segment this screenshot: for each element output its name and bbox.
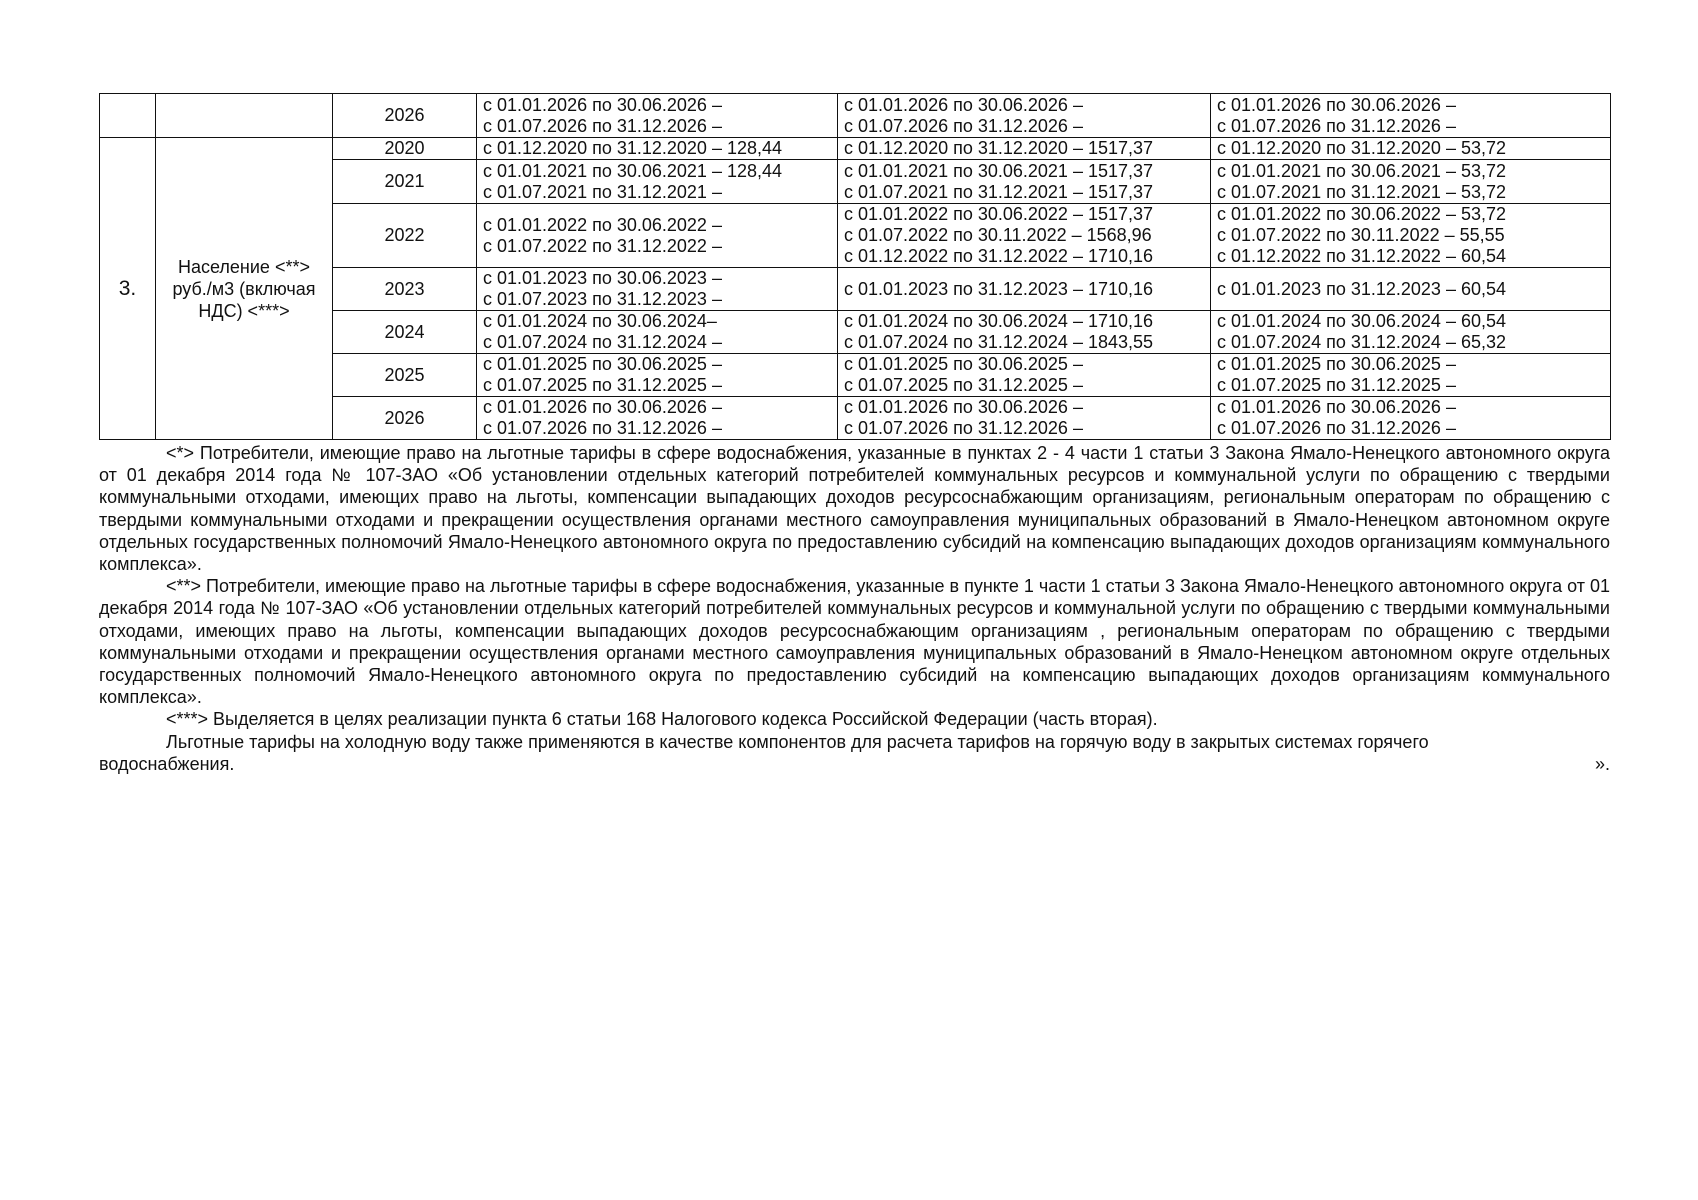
year-cell: 2021	[333, 160, 477, 204]
tariff-period-line: с 01.01.2025 по 30.06.2025 –	[1217, 354, 1456, 374]
footnote-1: <*> Потребители, имеющие право на льготные тарифы в сфере водоснабжения, указанные в пунктах 2 - 4 части 1 статьи 3 Закона Ямало-Ненецкого автономного округа от 01 декабря 2014 года № 107-ЗАО «Об установлении отдельных категорий потребителей коммунальных ресурсов и коммунальной услуги по обращению с твердыми коммунальными отходами, имеющих право на льготы, компенсации выпадающих доходов ресурсоснабжающим организациям, региональным операторам по обращению с твердыми коммунальными отходами и прекращении осуществления органами местного самоуправления муниципальных образований в Ямало-Ненецком автономном округе отдельных государственных полномочий Ямало-Ненецкого автономного округа по предоставлению субсидий на компенсацию выпадающих доходов организациям коммунального комплекса».	[99, 443, 1610, 575]
year-cell: 2022	[333, 204, 477, 268]
tariff-period-line: с 01.07.2023 по 31.12.2023 –	[483, 289, 722, 309]
tariff-period-line: с 01.01.2024 по 30.06.2024–	[483, 311, 717, 331]
tariff-period-line: с 01.01.2023 по 31.12.2023 – 60,54	[1217, 278, 1506, 299]
year-cell: 2020	[333, 138, 477, 160]
tariff-cell-col2	[838, 94, 1211, 138]
tariff-cell-col3	[1211, 397, 1611, 440]
tariff-period-line: с 01.01.2026 по 30.06.2026 –	[844, 94, 1083, 115]
tariff-period-line: с 01.12.2022 по 31.12.2022 – 1710,16	[844, 246, 1154, 266]
tariff-period-line: с 01.07.2026 по 31.12.2026 –	[483, 115, 722, 136]
tariff-cell-col1	[477, 311, 838, 354]
tariff-cell-col1	[477, 354, 838, 397]
tariff-period-line: с 01.01.2026 по 30.06.2026 –	[1217, 397, 1456, 417]
tariff-period-line: с 01.01.2023 по 31.12.2023 – 1710,16	[844, 278, 1154, 299]
tariff-cell-col3	[1211, 311, 1611, 354]
tariff-cell-col1	[477, 138, 838, 160]
year-cell: 2024	[333, 311, 477, 354]
tariff-period-line: с 01.01.2023 по 30.06.2023 –	[483, 268, 722, 288]
footnote-2: <**> Потребители, имеющие право на льготные тарифы в сфере водоснабжения, указанные в пункте 1 части 1 статьи 3 Закона Ямало-Ненецкого автономного округа от 01 декабря 2014 года № 107-ЗАО «Об установлении отдельных категорий потребителей коммунальных ресурсов и коммунальной услуги по обращению с твердыми коммунальными отходами, имеющих право на льготы, компенсации выпадающих доходов ресурсоснабжающим организациям , региональным операторам по обращению с твердыми коммунальными отходами и прекращении осуществления органами местного самоуправления муниципальных образований в Ямало-Ненецком автономном округе отдельных государственных полномочий Ямало-Ненецкого автономного округа по предоставлению субсидий на компенсацию выпадающих доходов организациям коммунального комплекса».	[99, 576, 1610, 708]
tariff-period-line: с 01.07.2026 по 31.12.2026 –	[844, 418, 1083, 438]
footnote-3: <***> Выделяется в целях реализации пункта 6 статьи 168 Налогового кодекса Российской Федерации (часть вторая).	[166, 709, 1158, 730]
tariff-period-line: с 01.07.2021 по 31.12.2021 – 53,72	[1217, 181, 1506, 202]
footnote-4: Льготные тарифы на холодную воду также применяются в качестве компонентов для расчета тарифов на горячую воду в закрытых системах горячего	[166, 731, 1429, 752]
tariff-period-line: с 01.01.2021 по 30.06.2021 – 128,44	[483, 160, 783, 181]
tariff-cell-col2	[838, 138, 1211, 160]
tariff-period-line: с 01.12.2022 по 31.12.2022 – 60,54	[1217, 246, 1506, 266]
tariff-cell-col1	[477, 160, 838, 204]
tariff-cell-col1	[477, 397, 838, 440]
tariff-period-line: с 01.07.2025 по 31.12.2025 –	[844, 375, 1083, 395]
tariff-cell-col2	[838, 268, 1211, 311]
tariff-period-line: с 01.07.2022 по 31.12.2022 –	[483, 235, 722, 256]
tariff-cell-col3	[1211, 204, 1611, 268]
year-cell: 2025	[333, 354, 477, 397]
tariff-period-line: с 01.07.2024 по 31.12.2024 – 65,32	[1217, 332, 1506, 352]
year-cell: 2026	[333, 94, 477, 138]
tariff-period-line: с 01.07.2025 по 31.12.2025 –	[1217, 375, 1456, 395]
tariff-period-line: с 01.07.2022 по 30.11.2022 – 55,55	[1217, 225, 1505, 245]
footnote-4-end	[99, 753, 1610, 775]
tariff-period-line: с 01.07.2025 по 31.12.2025 –	[483, 375, 722, 395]
tariff-period-line: с 01.01.2026 по 30.06.2026 –	[483, 94, 722, 115]
tariff-cell-col1	[477, 94, 838, 138]
tariff-cell-col3	[1211, 160, 1611, 204]
row-number-cell: 3.	[100, 138, 156, 440]
table-row	[100, 138, 1611, 160]
tariff-cell-col3	[1211, 354, 1611, 397]
year-cell: 2023	[333, 268, 477, 311]
tariff-cell-col2	[838, 354, 1211, 397]
consumer-category-cell: Население <**> руб./м3 (включая НДС) <***>	[156, 138, 333, 440]
year-cell: 2026	[333, 397, 477, 440]
tariff-period-line: с 01.07.2021 по 31.12.2021 – 1517,37	[844, 181, 1154, 202]
tariff-table	[99, 93, 1611, 440]
tariff-cell-col3	[1211, 94, 1611, 138]
tariff-period-line: с 01.01.2026 по 30.06.2026 –	[483, 397, 722, 417]
tariff-table-body	[100, 94, 1611, 440]
tariff-period-line: с 01.07.2022 по 30.11.2022 – 1568,96	[844, 225, 1152, 245]
tariff-period-line: с 01.01.2022 по 30.06.2022 – 53,72	[1217, 204, 1506, 224]
tariff-cell-col3	[1211, 138, 1611, 160]
tariff-period-line: с 01.07.2021 по 31.12.2021 –	[483, 181, 722, 202]
footnote-4-tail: водоснабжения.	[99, 753, 235, 774]
tariff-period-line: с 01.07.2024 по 31.12.2024 – 1843,55	[844, 332, 1154, 352]
tariff-cell-col3	[1211, 268, 1611, 311]
tariff-cell-col1	[477, 268, 838, 311]
tariff-period-line: с 01.12.2020 по 31.12.2020 – 1517,37	[844, 138, 1154, 158]
tariff-period-line: с 01.01.2024 по 30.06.2024 – 1710,16	[844, 311, 1154, 331]
tariff-period-line: с 01.01.2025 по 30.06.2025 –	[844, 354, 1083, 374]
tariff-period-line: с 01.12.2020 по 31.12.2020 – 53,72	[1217, 138, 1506, 158]
tariff-period-line: с 01.01.2026 по 30.06.2026 –	[844, 397, 1083, 417]
footnotes	[99, 442, 1610, 775]
closing-quote-mark: ».	[1594, 753, 1610, 774]
tariff-period-line: с 01.01.2024 по 30.06.2024 – 60,54	[1217, 311, 1506, 331]
tariff-period-line: с 01.12.2020 по 31.12.2020 – 128,44	[483, 138, 783, 158]
tariff-cell-col2	[838, 160, 1211, 204]
tariff-period-line: с 01.01.2021 по 30.06.2021 – 53,72	[1217, 160, 1506, 181]
tariff-cell-col2	[838, 397, 1211, 440]
number-cell-prev	[100, 94, 156, 138]
tariff-period-line: с 01.07.2026 по 31.12.2026 –	[1217, 418, 1456, 438]
tariff-period-line: с 01.01.2026 по 30.06.2026 –	[1217, 94, 1456, 115]
tariff-period-line: с 01.01.2025 по 30.06.2025 –	[483, 354, 722, 374]
tariff-cell-col1	[477, 204, 838, 268]
tariff-period-line: с 01.07.2026 по 31.12.2026 –	[483, 418, 722, 438]
category-cell-prev	[156, 94, 333, 138]
tariff-period-line: с 01.01.2021 по 30.06.2021 – 1517,37	[844, 160, 1154, 181]
document-page	[99, 93, 1610, 775]
tariff-period-line: с 01.07.2026 по 31.12.2026 –	[1217, 115, 1456, 136]
tariff-period-line: с 01.01.2022 по 30.06.2022 –	[483, 214, 722, 235]
table-row-prev-2026	[100, 94, 1611, 138]
tariff-period-line: с 01.07.2026 по 31.12.2026 –	[844, 115, 1083, 136]
tariff-period-line: с 01.07.2024 по 31.12.2024 –	[483, 332, 722, 352]
tariff-cell-col2	[838, 311, 1211, 354]
tariff-period-line: с 01.01.2022 по 30.06.2022 – 1517,37	[844, 204, 1154, 224]
tariff-cell-col2	[838, 204, 1211, 268]
